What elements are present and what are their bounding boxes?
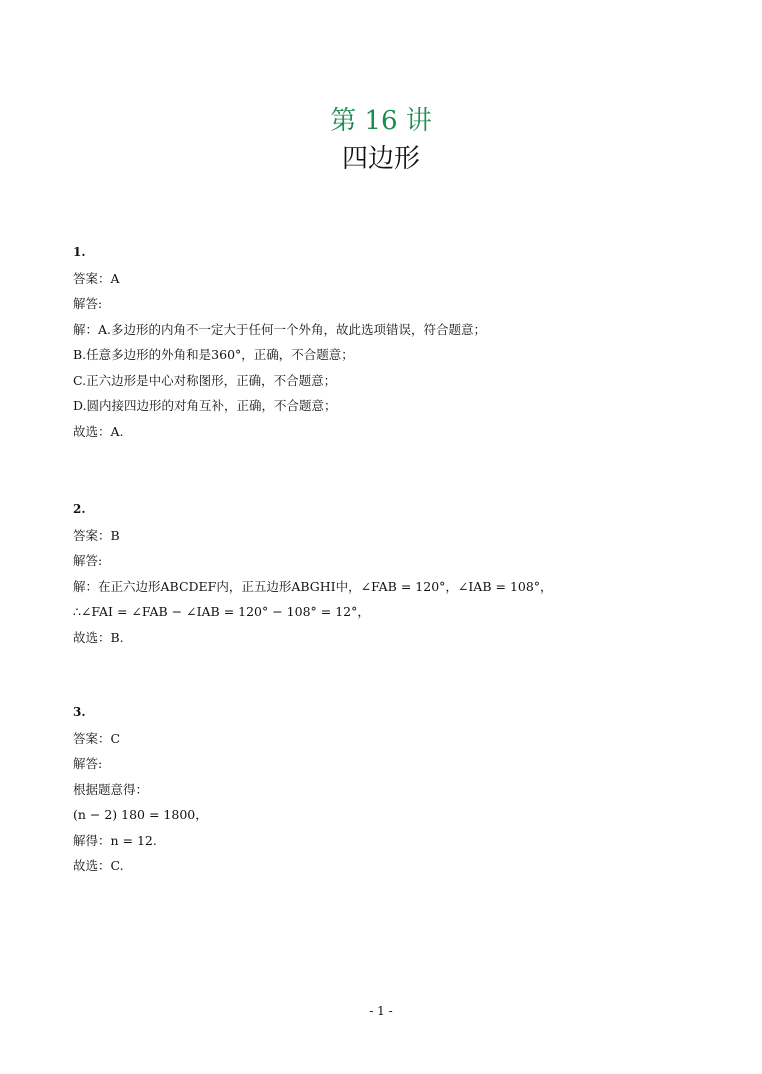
lesson-heading: 第 16 讲: [330, 106, 432, 136]
solution-line: (n − 2) 180 = 1800，: [73, 807, 208, 822]
solution-line: 故选：A.: [73, 423, 124, 439]
answer-line: 答案：B: [73, 527, 120, 543]
question-1: [73, 240, 713, 444]
solution-line: 根据题意得：: [73, 781, 149, 797]
solution-line: 故选：C.: [73, 858, 124, 873]
solution-line: ∴∠FAI = ∠FAB − ∠IAB = 120° − 108° = 12°，: [73, 604, 370, 619]
question-number: 2.: [73, 502, 86, 516]
answer-line: 答案：A: [73, 270, 120, 286]
solution-label: 解答:: [73, 553, 103, 568]
solution-line: D.圆内接四边形的对角互补，正确，不合题意；: [73, 398, 337, 413]
solution-label: 解答:: [73, 756, 103, 771]
answer-line: 答案：C: [73, 730, 121, 746]
page-number: - 1 -: [369, 1004, 393, 1018]
question-2: [73, 497, 713, 650]
question-number: 3.: [73, 705, 86, 719]
solution-line: 故选：B.: [73, 629, 124, 645]
question-3: [73, 700, 713, 879]
solution-line: C.正六边形是中心对称图形，正确，不合题意；: [73, 372, 337, 388]
page-title: 四边形: [341, 144, 420, 174]
question-number: 1.: [73, 245, 86, 259]
solution-line: 解得：n = 12.: [73, 832, 157, 848]
solution-line: B.任意多边形的外角和是360°，正确，不合题意；: [73, 347, 354, 362]
solution-label: 解答:: [73, 296, 103, 311]
solution-line: 解：A.多边形的内角不一定大于任何一个外角，故此选项错误，符合题意；: [73, 321, 487, 337]
solution-line: 解：在正六边形ABCDEF内，正五边形ABGHI中，∠FAB = 120°，∠IAB = 108°，: [73, 578, 553, 594]
